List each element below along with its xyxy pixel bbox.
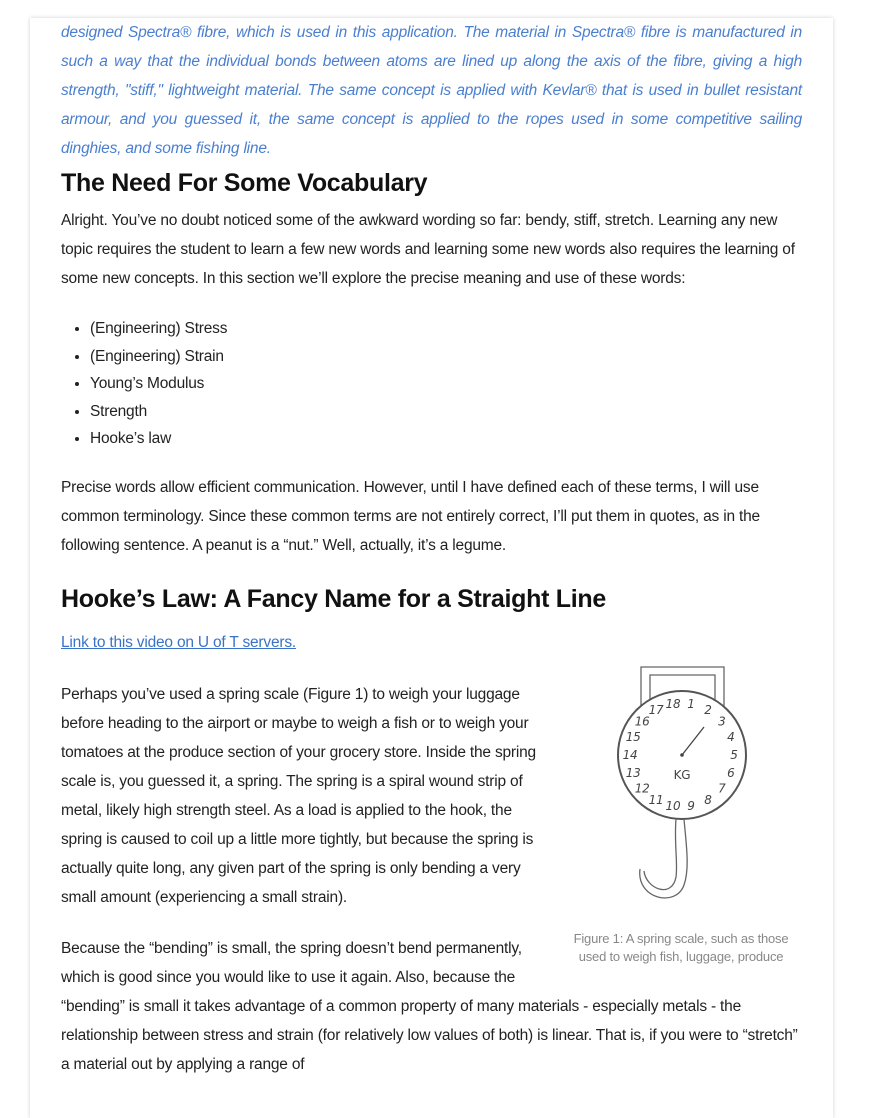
scale-hook <box>640 819 687 898</box>
dial-number: 11 <box>648 792 664 807</box>
video-link[interactable]: Link to this video on U of T servers. <box>61 633 296 651</box>
spring-scale-illustration <box>606 663 756 908</box>
dial-number: 12 <box>634 780 650 795</box>
spring-scale-paragraph: Perhaps you’ve used a spring scale (Figure 1) to weigh your luggage before heading to the airport or maybe to weigh a fish or to weigh your tomatoes at the produce section of your grocery store. Inside the spring scale is, you guessed it, a spring. The spring is a spiral wound strip of metal, likely high strength steel. As a load is applied to the hook, the spring is caused to coil up a little more tightly, but because the spring is actually quite long, any given part of the spring is only bending a very small amount (experiencing a small strain). <box>61 685 536 906</box>
dial-number: 2 <box>704 702 712 717</box>
dial-number: 5 <box>730 747 738 762</box>
terms-list <box>61 315 802 453</box>
bending-paragraph: Because the “bending” is small, the spring doesn’t bend permanently, which is good since you would like to use it again. Also, because the “bending” is small it takes advantage of a common property of many materials - especially metals - the relationship between stress and strain (for relatively low values of both) is linear. That is, if you were to “stretch” a material out by applying a range of <box>61 939 798 1073</box>
dial-number: 17 <box>648 702 664 717</box>
dial-pivot <box>680 753 684 757</box>
list-item: • (Engineering) Stress <box>90 315 802 343</box>
dial-number: 1 <box>687 696 695 711</box>
dial-number: 8 <box>704 792 712 807</box>
dial-number: 16 <box>634 714 650 729</box>
precise-words-paragraph: Precise words allow efficient communication. However, until I have defined each of these terms, I will use common terminology. Since these common terms are not entirely correct, I’ll put them in quotes, as in the following sentence. A peanut is a “nut.” Well, actually, it’s a legume. <box>61 478 760 554</box>
dial-number: 7 <box>718 780 726 795</box>
dial-number: 14 <box>622 747 638 762</box>
dial-number: 13 <box>625 765 641 780</box>
list-item: • Strength <box>90 398 802 426</box>
dial-number: 4 <box>727 729 735 744</box>
section-heading-hookes-law: Hooke’s Law: A Fancy Name for a Straight Line <box>61 584 606 613</box>
dial-number: 15 <box>625 729 641 744</box>
figure-spring-scale <box>560 663 802 966</box>
list-item: • Hooke’s law <box>90 425 802 453</box>
intro-quote: designed Spectra® fibre, which is used in this application. The material in Spectra® fibre is manufactured in such a way that the individual bonds between atoms are lined up along the axis of the fibre, giving a high strength, "stiff," lightweight material. The same concept is applied with Kevlar® that is used in bullet resistant armour, and you guessed it, the same concept is applied to the ropes used in some competitive sailing dinghies, and some fishing line. <box>61 24 802 157</box>
list-item: • Young’s Modulus <box>90 370 802 398</box>
article-content <box>61 18 802 1079</box>
dial-number: 3 <box>718 714 726 729</box>
dial-number: 18 <box>665 696 681 711</box>
dial-number: 6 <box>727 765 735 780</box>
dial-number: 9 <box>687 798 695 813</box>
dial-number: 10 <box>665 798 681 813</box>
figure-caption: Figure 1: A spring scale, such as those used to weigh fish, luggage, produce <box>573 930 789 964</box>
vocabulary-paragraph: Alright. You’ve no doubt noticed some of the awkward wording so far: bendy, stiff, stretch. Learning any new topic requires the student to learn a few new words and learning some new words also requires the learning of some new concepts. In this section we’ll explore the precise meaning and use of these words: <box>61 212 795 287</box>
list-item: • (Engineering) Strain <box>90 343 802 371</box>
dial-unit-label: KG <box>673 767 691 782</box>
section-heading-vocabulary: The Need For Some Vocabulary <box>61 169 428 197</box>
